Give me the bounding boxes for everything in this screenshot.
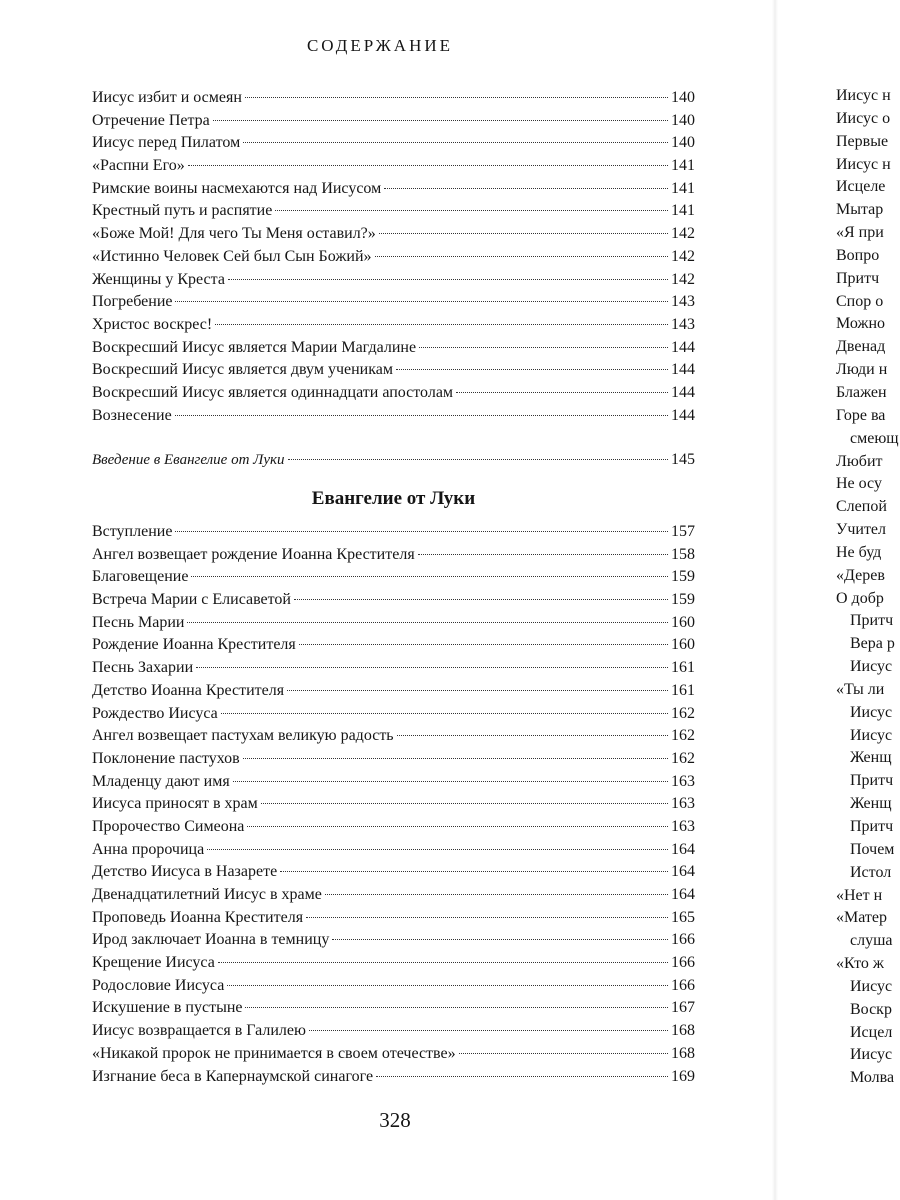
toc-entry-page: 142: [671, 270, 695, 288]
dot-leader: [456, 392, 668, 393]
toc-entry-page: 162: [671, 727, 695, 745]
toc-entry-title: Воскресший Иисус является двум ученикам: [92, 361, 393, 379]
toc-entry-page: 144: [671, 338, 695, 356]
toc-entry[interactable]: [92, 634, 695, 657]
toc-entry-page: 143: [671, 293, 695, 311]
dot-leader: [396, 369, 668, 370]
dot-leader: [215, 324, 668, 325]
toc-entry[interactable]: [92, 907, 695, 930]
toc-entry[interactable]: [92, 657, 695, 680]
facing-page-line: Мытар: [836, 201, 884, 219]
toc-entry[interactable]: [92, 975, 695, 998]
dot-leader: [306, 917, 668, 918]
toc-entry-title: Поклонение пастухов: [92, 749, 240, 767]
toc-entry[interactable]: [92, 223, 695, 246]
toc-entry[interactable]: [92, 155, 695, 178]
toc-entry-title: Крещение Иисуса: [92, 954, 215, 972]
toc-entry-page: 162: [671, 749, 695, 767]
toc-entry-title: Пророчество Симеона: [92, 817, 245, 835]
facing-page-line: Люди н: [836, 361, 888, 379]
toc-entry-title: Иисус перед Пилатом: [92, 134, 241, 152]
dot-leader: [261, 803, 668, 804]
toc-entry[interactable]: [92, 793, 695, 816]
toc-entry-title: Ангел возвещает пастухам великую радость: [92, 727, 394, 745]
facing-page-line: Слепой: [836, 498, 887, 516]
facing-page-line: Женщ: [850, 795, 892, 813]
toc-entry-title: Песнь Марии: [92, 613, 185, 631]
toc-entry-title: Иисус возвращается в Галилею: [92, 1022, 306, 1040]
toc-entry-page: 164: [671, 863, 695, 881]
toc-entry-title: «Истинно Человек Сей был Сын Божий»: [92, 247, 372, 265]
toc-entry-title: Ангел возвещает рождение Иоанна Крестителя: [92, 545, 415, 563]
toc-entry-title: Двенадцатилетний Иисус в храме: [92, 886, 322, 903]
toc-entry-page: 143: [671, 315, 695, 333]
toc-entry[interactable]: [92, 748, 695, 771]
dot-leader: [196, 667, 668, 668]
toc-entry[interactable]: [92, 1066, 695, 1089]
toc-entry[interactable]: [92, 132, 695, 155]
toc-entry[interactable]: [92, 884, 695, 907]
facing-page-line: «Ты ли: [836, 680, 885, 698]
page-number: 328: [379, 1108, 411, 1132]
toc-entry-page: 157: [671, 523, 695, 540]
toc-entry-title: «Никакой пророк не принимается в своем отечестве»: [92, 1044, 456, 1062]
facing-page-line: Иисус: [850, 977, 893, 995]
toc-entry-title: Проповедь Иоанна Крестителя: [92, 908, 304, 926]
facing-page-line: Почем: [850, 840, 895, 858]
dot-leader: [419, 347, 668, 348]
toc-entry-page: 142: [671, 225, 695, 243]
toc-entry-title: «Распни Его»: [92, 157, 185, 175]
toc-entry-page: 168: [671, 1022, 695, 1040]
toc-entry-page: 160: [671, 613, 695, 631]
toc-entry-page: 166: [671, 931, 695, 949]
dot-leader: [245, 97, 668, 98]
dot-leader: [243, 758, 668, 759]
toc-entry-page: 167: [671, 999, 695, 1017]
facing-page-line: «Кто ж: [836, 955, 884, 973]
toc-entry-intro-luke[interactable]: [92, 449, 695, 472]
toc-entry[interactable]: [92, 589, 695, 612]
dot-leader: [233, 781, 668, 782]
toc-entry[interactable]: [92, 405, 695, 428]
toc-entry-title: Отречение Петра: [92, 111, 210, 129]
facing-page-line: «Я при: [836, 224, 884, 242]
toc-entry-page: 141: [671, 179, 695, 197]
dot-leader: [221, 713, 668, 714]
toc-intro-section: [92, 449, 695, 472]
toc-entry-title: Ирод заключает Иоанна в темницу: [92, 931, 330, 949]
toc-entry-title: Вступление: [92, 523, 173, 540]
toc-entry-page: 163: [671, 795, 695, 813]
toc-entry[interactable]: [92, 612, 695, 635]
toc-entry-title: «Боже Мой! Для чего Ты Меня оставил?»: [92, 225, 376, 243]
toc-entry-page: 141: [671, 157, 695, 175]
toc-entry[interactable]: [92, 1043, 695, 1066]
facing-page-line: Притч: [850, 772, 894, 790]
toc-entry-page: 144: [671, 383, 695, 401]
toc-entry-title: Женщины у Креста: [92, 270, 225, 288]
dot-leader: [188, 165, 668, 166]
page-gutter-shadow: [772, 0, 778, 1200]
dot-leader: [384, 188, 668, 189]
dot-leader: [228, 279, 668, 280]
toc-luke-section: [92, 521, 695, 1088]
facing-page-line: Притч: [850, 818, 894, 835]
facing-page-line: Не осу: [836, 475, 882, 493]
toc-entry-title: Крестный путь и распятие: [92, 202, 273, 220]
dot-leader: [287, 690, 668, 691]
facing-page-line: слуша: [850, 932, 893, 950]
dot-leader: [332, 939, 668, 940]
dot-leader: [288, 459, 668, 460]
facing-page-line: Иисус: [850, 703, 893, 721]
toc-entry[interactable]: [92, 771, 695, 794]
facing-page-line: Иисус н: [836, 155, 891, 173]
toc-entry-title: Воскресший Иисус является Марии Магдалине: [92, 338, 417, 356]
facing-page-line: Исцеле: [836, 178, 886, 196]
toc-entry-page: 145: [671, 451, 695, 468]
toc-entry[interactable]: [92, 359, 695, 382]
toc-entry[interactable]: [92, 382, 695, 405]
dot-leader: [309, 1030, 668, 1031]
toc-entry-page: 163: [671, 817, 695, 835]
facing-page-line: Можно: [836, 315, 886, 333]
toc-entry-page: 140: [671, 89, 695, 106]
toc-entry-title: Родословие Иисуса: [92, 976, 225, 994]
facing-page-line: «Дерев: [836, 566, 885, 584]
toc-entry-page: 159: [671, 568, 695, 586]
dot-leader: [280, 871, 668, 872]
toc-entry-page: 158: [671, 545, 695, 563]
dot-leader: [299, 644, 668, 645]
facing-page-line: Женщ: [850, 749, 892, 767]
facing-page-fragment: [836, 85, 900, 1090]
toc-entry[interactable]: [92, 680, 695, 703]
facing-page-line: Первые: [836, 132, 889, 150]
toc-entry-page: 164: [671, 840, 695, 858]
facing-page-line: Притч: [836, 269, 880, 287]
toc-entry-title: Детство Иисуса в Назарете: [92, 863, 278, 881]
facing-page-line: Горе ва: [836, 406, 886, 424]
facing-page-line: Иисус: [850, 726, 893, 744]
toc-entry[interactable]: [92, 1020, 695, 1043]
toc-entry-page: 165: [671, 908, 695, 926]
toc-entry-page: 163: [671, 772, 695, 790]
toc-entry-page: 161: [671, 681, 695, 699]
toc-entry-page: 144: [671, 361, 695, 379]
toc-entry-title: Детство Иоанна Крестителя: [92, 681, 285, 699]
toc-entry-page: 142: [671, 247, 695, 265]
toc-entry-title: Погребение: [92, 293, 173, 311]
toc-entry-title: Христос воскрес!: [92, 315, 213, 333]
toc-entry-page: 161: [671, 659, 695, 677]
facing-page-line: «Матер: [836, 909, 888, 927]
toc-entry[interactable]: [92, 839, 695, 862]
facing-page-line: Иисус о: [836, 109, 891, 127]
toc-entry[interactable]: [92, 544, 695, 567]
toc-passion-section: [92, 87, 695, 427]
toc-entry[interactable]: [92, 200, 695, 223]
toc-entry[interactable]: [92, 521, 695, 544]
dot-leader: [191, 576, 668, 577]
dot-leader: [207, 849, 668, 850]
toc-entry-title: Встреча Марии с Елисаветой: [92, 591, 291, 609]
toc-entry-page: 168: [671, 1044, 695, 1062]
toc-entry-title: Искушение в пустыне: [92, 999, 243, 1017]
facing-page-line: Иисус: [850, 658, 893, 676]
toc-entry[interactable]: [92, 952, 695, 975]
toc-entry-title: Благовещение: [92, 568, 189, 586]
dot-leader: [218, 962, 668, 963]
facing-page-line: Вопро: [836, 246, 880, 264]
toc-entry[interactable]: [92, 861, 695, 884]
toc-entry[interactable]: [92, 269, 695, 292]
facing-page-line: Притч: [850, 612, 894, 630]
facing-page-line: Спор о: [836, 292, 884, 310]
toc-entry[interactable]: [92, 929, 695, 952]
facing-page-line: смеющ: [850, 429, 899, 447]
toc-entry-page: 144: [671, 406, 695, 424]
toc-entry[interactable]: [92, 246, 695, 269]
dot-leader: [325, 894, 668, 895]
toc-entry-title: Воскресший Иисус является одиннадцати апостолам: [92, 383, 454, 401]
toc-entry-page: 162: [671, 704, 695, 722]
dot-leader: [294, 599, 668, 600]
toc-entry[interactable]: [92, 566, 695, 589]
toc-entry[interactable]: [92, 703, 695, 726]
dot-leader: [227, 985, 668, 986]
facing-page-line: Не буд: [836, 543, 882, 561]
toc-entry-title: Вознесение: [92, 406, 172, 424]
toc-entry-title: Анна пророчица: [92, 840, 205, 858]
toc-entry-page: 159: [671, 591, 695, 609]
dot-leader: [376, 1076, 668, 1077]
facing-page-line: Блажен: [836, 383, 887, 401]
facing-page-line: Двенад: [836, 338, 886, 356]
dot-leader: [247, 826, 668, 827]
toc-entry-title: Рождество Иисуса: [92, 704, 218, 722]
dot-leader: [459, 1053, 668, 1054]
toc-entry[interactable]: [92, 725, 695, 748]
toc-entry-title: Рождение Иоанна Крестителя: [92, 636, 296, 654]
dot-leader: [275, 210, 668, 211]
facing-page-line: Любит: [836, 452, 883, 470]
toc-entry-title: Иисус избит и осмеян: [92, 89, 242, 106]
facing-page-line: Исцел: [850, 1023, 893, 1041]
dot-leader: [175, 531, 668, 532]
dot-leader: [245, 1007, 668, 1008]
toc-entry-page: 140: [671, 134, 695, 152]
toc-entry[interactable]: [92, 291, 695, 314]
dot-leader: [213, 120, 668, 121]
dot-leader: [375, 256, 668, 257]
toc-entry[interactable]: [92, 178, 695, 201]
facing-page-line: Учител: [836, 521, 887, 539]
toc-entry[interactable]: [92, 997, 695, 1020]
toc-entry-page: 160: [671, 636, 695, 654]
toc-entry[interactable]: [92, 314, 695, 337]
facing-page-line: Вера р: [850, 635, 895, 653]
toc-entry-title: Младенцу дают имя: [92, 772, 230, 790]
dot-leader: [187, 622, 668, 623]
facing-page-line: Иисус н: [836, 87, 891, 104]
page-header: СОДЕРЖАНИЕ: [306, 36, 454, 55]
toc-entry-title: Иисуса приносят в храм: [92, 795, 258, 813]
toc-entry-page: 166: [671, 954, 695, 972]
toc-entry[interactable]: [92, 87, 695, 110]
dot-leader: [175, 301, 668, 302]
facing-page-line: Истол: [850, 863, 892, 881]
facing-page-line: Иисус: [850, 1046, 893, 1064]
toc-entry-page: 166: [671, 976, 695, 994]
facing-page-line: О добр: [836, 589, 884, 607]
toc-entry-title: Изгнание беса в Капернаумской синагоге: [92, 1067, 374, 1085]
toc-entry-title: Введение в Евангелие от Луки: [92, 452, 285, 468]
facing-page-line: «Нет н: [836, 886, 883, 904]
dot-leader: [397, 735, 668, 736]
toc-entry[interactable]: [92, 110, 695, 133]
dot-leader: [418, 554, 668, 555]
toc-entry-title: Римские воины насмехаются над Иисусом: [92, 179, 382, 197]
dot-leader: [379, 233, 668, 234]
toc-entry[interactable]: [92, 337, 695, 360]
toc-entry-page: 141: [671, 202, 695, 220]
section-title-luke: Евангелие от Луки: [311, 488, 476, 509]
toc-entry-title: Песнь Захарии: [92, 659, 194, 677]
toc-entry-page: 140: [671, 111, 695, 129]
dot-leader: [243, 142, 668, 143]
toc-entry-page: 169: [671, 1067, 695, 1085]
toc-entry[interactable]: [92, 816, 695, 839]
facing-page-line: Молва: [850, 1069, 895, 1087]
facing-page-line: Воскр: [850, 1000, 892, 1018]
toc-entry-page: 164: [671, 886, 695, 903]
dot-leader: [175, 415, 668, 416]
